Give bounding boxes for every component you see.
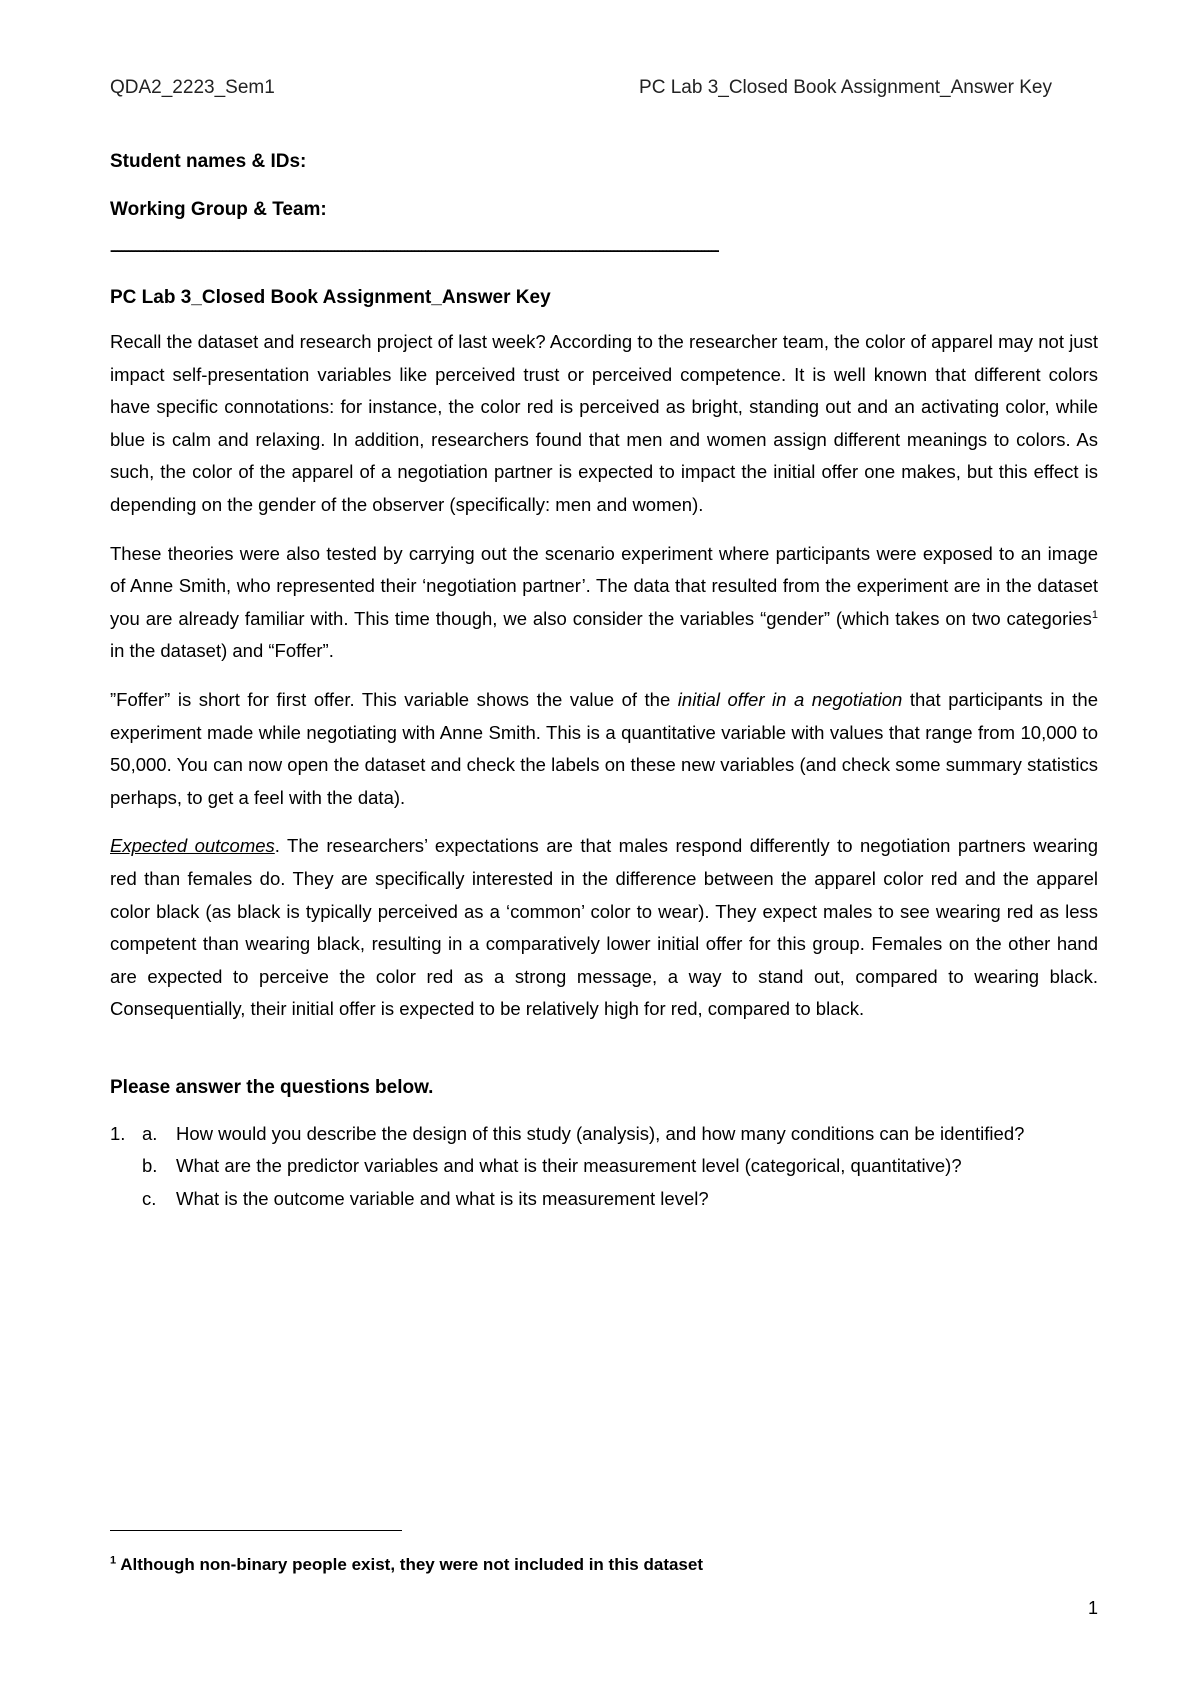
- page-title: PC Lab 3_Closed Book Assignment_Answer Key: [110, 287, 551, 308]
- footnote-reference: 1: [1091, 608, 1098, 621]
- subquestion-text: What is the outcome variable and what is its measurement level?: [176, 1188, 709, 1210]
- paragraph-foffer-tail: that participants in the experiment made while negotiating with Anne Smith. This is a quantitative variable with values that range from 10,000 to 50,000. You can now open the dataset and check the labels on these new variables (and check some summary statistics perhaps, to get a feel with the data).: [110, 688, 1098, 808]
- subquestion-text: What are the predictor variables and what is their measurement level (categorical, quantitative)?: [176, 1155, 962, 1177]
- paragraph-theories: [110, 538, 1098, 668]
- footnote: [110, 1555, 703, 1575]
- page-content: [110, 150, 1098, 1216]
- questions-heading: Please answer the questions below.: [110, 1076, 434, 1098]
- footnote-text: Although non-binary people exist, they were not included in this dataset: [116, 1555, 703, 1574]
- expected-outcomes-text: . The researchers’ expectations are that males respond differently to negotiation partners wearing red than females do. They are specifically interested in the difference between the apparel color red and the apparel color black (as black is typically perceived as a ‘common’ color to wear). They expect males to see wearing red as less competent than wearing black, resulting in a comparatively lower initial offer for this group. Females on the other hand are expected to perceive the color red as a strong message, a way to stand out, compared to wearing black. Consequentially, their initial offer is expected to be relatively high for red, compared to black.: [110, 835, 1098, 1020]
- paragraph-theories-text: These theories were also tested by carrying out the scenario experiment where participants were exposed to an image of Anne Smith, who represented their ‘negotiation partner’. The data that resulted from the experiment are in the dataset you are already familiar with. This time though, we also consider the variables “gender” (which takes on two categories: [110, 542, 1098, 629]
- student-names-field: Student names & IDs:: [110, 151, 307, 172]
- header-course-code: QDA2_2223_Sem1: [110, 77, 275, 98]
- header-document-title: PC Lab 3_Closed Book Assignment_Answer Key: [639, 77, 1052, 98]
- footnote-marker: 1: [110, 1554, 117, 1567]
- question-1: [110, 1118, 1098, 1216]
- subquestion-text: How would you describe the design of this study (analysis), and how many conditions can be identified?: [176, 1122, 1025, 1144]
- footnote-divider: [110, 1530, 402, 1531]
- paragraph-foffer-text: ”Foffer” is short for first offer. This variable shows the value of the: [110, 688, 678, 710]
- paragraph-foffer-italic: initial offer in a negotiation: [677, 688, 903, 710]
- working-group-field: Working Group & Team:: [110, 199, 327, 220]
- expected-outcomes-label: Expected outcomes: [110, 835, 275, 857]
- question-1b: [142, 1150, 1098, 1183]
- paragraph-foffer: [110, 684, 1098, 814]
- paragraph-intro: Recall the dataset and research project of last week? According to the researcher team, the color of apparel may not just impact self-presentation variables like perceived trust or perceived competence. It is well known that different colors have specific connotations: for instance, the color red is perceived as bright, standing out and an activating color, while blue is calm and relaxing. In addition, researchers found that men and women assign different meanings to colors. As such, the color of the apparel of a negotiation partner is expected to impact the initial offer one makes, but this effect is depending on the gender of the observer (specifically: men and women).: [110, 331, 1098, 515]
- subquestion-letter: c.: [142, 1188, 157, 1210]
- separator-line: ------------------------------------------------------------------------------------------------------------------------------------------------------------------------------: [110, 244, 719, 258]
- question-number: 1.: [110, 1122, 126, 1144]
- page-number: 1: [1087, 1598, 1098, 1618]
- subquestion-letter: a.: [142, 1122, 158, 1144]
- question-1a: [142, 1118, 1098, 1151]
- paragraph-theories-tail: in the dataset) and “Foffer”.: [110, 640, 334, 662]
- question-1c: [142, 1183, 1098, 1216]
- subquestion-letter: b.: [142, 1155, 158, 1177]
- question-1-subitems: [142, 1118, 1098, 1216]
- paragraph-expected-outcomes: [110, 830, 1098, 1026]
